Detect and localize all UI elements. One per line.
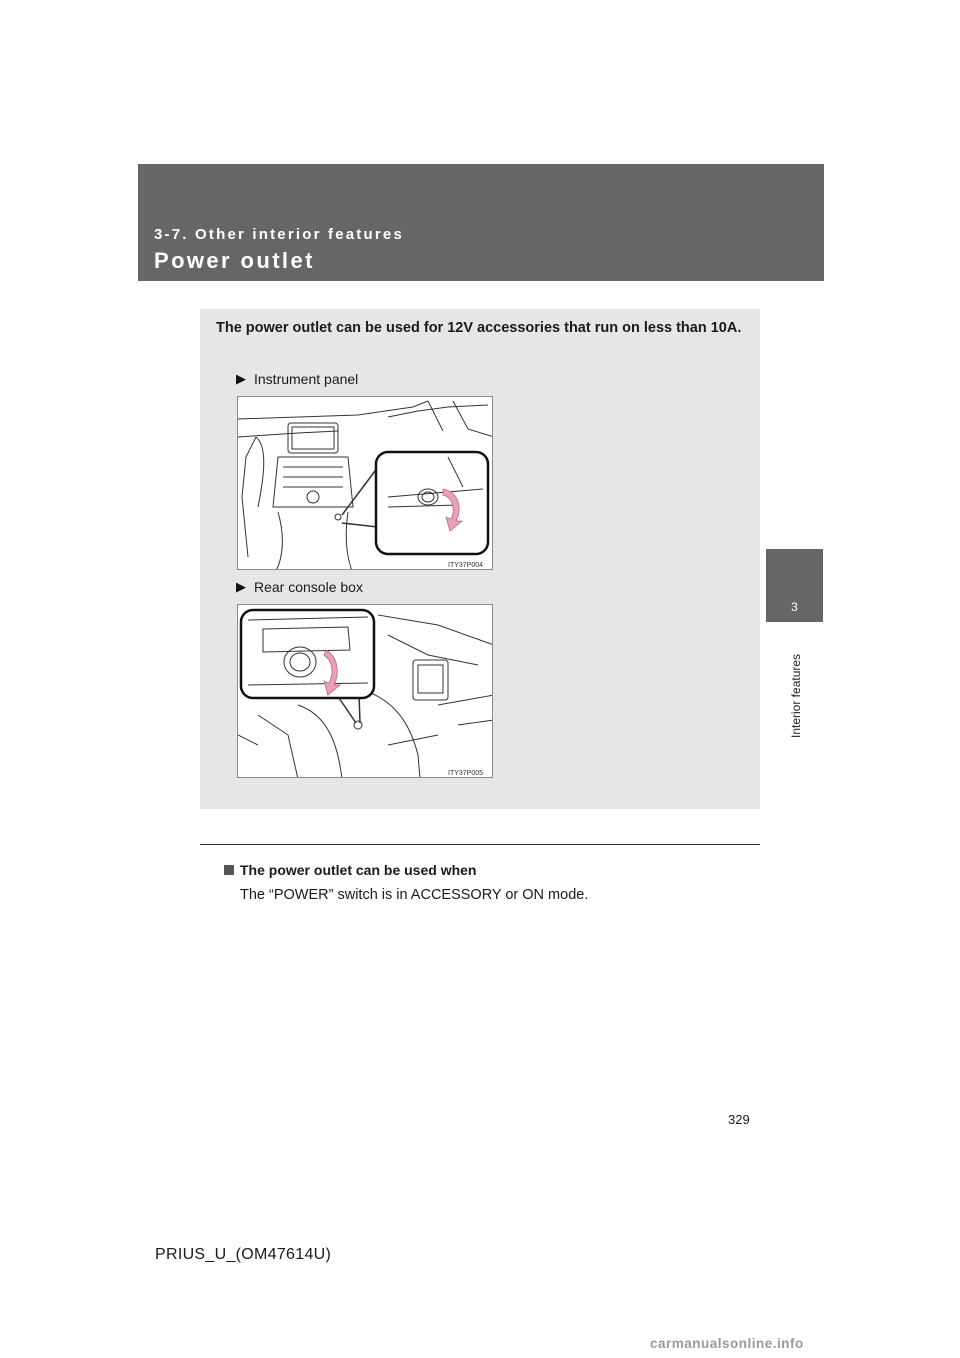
caption-rear-console-box — [236, 579, 363, 595]
square-bullet-icon — [224, 865, 234, 875]
chapter-tab[interactable] — [766, 549, 823, 622]
image-code-2: ITY37P005 — [448, 770, 484, 777]
page-number: 329 — [728, 1112, 750, 1127]
page-title: Power outlet — [154, 248, 315, 273]
caption-text: Rear console box — [254, 579, 363, 595]
intro-text: The power outlet can be used for 12V accessories that run on less than 10A. — [216, 320, 742, 336]
play-arrow-icon: ▶ — [236, 371, 246, 386]
footer-code: PRIUS_U_(OM47614U) — [155, 1246, 332, 1263]
section-label: 3-7. Other interior features — [154, 226, 404, 243]
watermark[interactable]: carmanualsonline.info — [650, 1336, 804, 1351]
caption-text: Instrument panel — [254, 371, 359, 387]
chapter-label: Interior features — [789, 653, 803, 738]
image-code-1: ITY37P004 — [448, 562, 484, 569]
instrument-panel-illustration — [238, 397, 493, 570]
figure-rear-console-box — [237, 604, 493, 778]
play-arrow-icon: ▶ — [236, 579, 246, 594]
caption-instrument-panel — [236, 371, 358, 387]
note-heading — [224, 862, 476, 878]
note-body: The “POWER” switch is in ACCESSORY or ON mode. — [240, 887, 589, 903]
figure-instrument-panel — [237, 396, 493, 570]
note-heading-text: The power outlet can be used when — [240, 862, 477, 878]
chapter-number: 3 — [791, 600, 798, 614]
header-band — [138, 164, 824, 281]
rear-console-illustration — [238, 605, 493, 778]
section-divider — [200, 844, 760, 845]
info-panel — [200, 309, 760, 809]
